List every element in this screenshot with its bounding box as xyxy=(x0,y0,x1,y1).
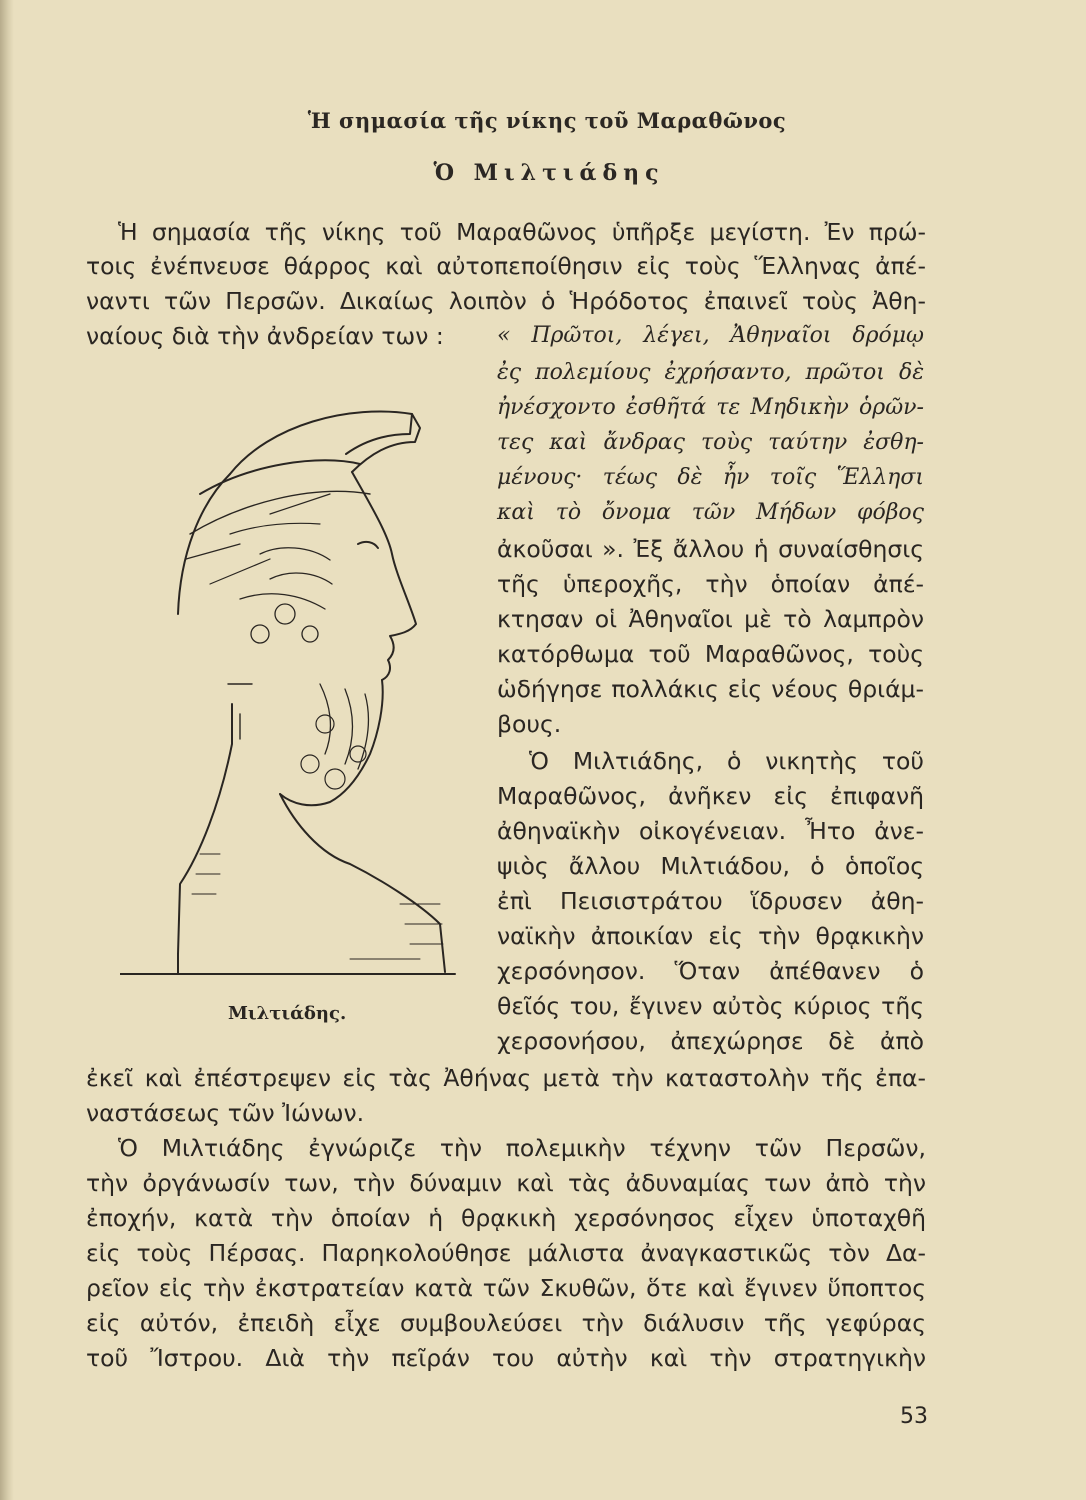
text-line: βους. xyxy=(497,710,562,738)
text-line: κατόρθωμα τοῦ Μαραθῶνος, τοὺς xyxy=(497,640,924,668)
quote-line: « Πρῶτοι, λέγει, Ἀθηναῖοι δρόμῳ xyxy=(497,323,924,348)
text-line: κτησαν οἱ Ἀθηναῖοι μὲ τὸ λαμπρὸν xyxy=(497,605,924,633)
text-line: θεῖός του, ἔγινεν αὐτὸς κύριος τῆς xyxy=(497,992,924,1020)
text-line: ὡδήγησε πολλάκις εἰς νέους θριάμ- xyxy=(497,675,924,703)
quote-line: ἐς πολεμίους ἐχρήσαντο, πρῶτοι δὲ xyxy=(497,360,924,385)
text-line: Ὁ Μιλτιάδης ἐγνώριζε τὴν πολεμικὴν τέχνην τῶν Περσῶν, xyxy=(118,1134,926,1162)
text-line: ρεῖον εἰς τὴν ἐκστρατείαν κατὰ τῶν Σκυθῶν, ὅτε καὶ ἔγινεν ὕποπτος xyxy=(86,1274,926,1302)
quote-line: καὶ τὸ ὄνομα τῶν Μήδων φόβος xyxy=(497,500,924,525)
text-line: Μαραθῶνος, ἀνῆκεν εἰς ἐπιφανῆ xyxy=(497,782,924,810)
page-edge xyxy=(0,0,14,1500)
text-line: τὴν ὀργάνωσίν των, τὴν δύναμιν καὶ τὰς ἀδυναμίας των ἀπὸ τὴν xyxy=(86,1169,926,1197)
section-title: Ὁ Μιλτιάδης xyxy=(433,160,665,186)
text-line: ἀκοῦσαι ». Ἐξ ἄλλου ἡ συναίσθησις xyxy=(497,535,924,563)
text-line: ναίους διὰ τὴν ἀνδρείαν των : xyxy=(86,322,444,350)
text-line: τοῦ Ἴστρου. Διὰ τὴν πεῖράν του αὐτὴν καὶ τὴν στρατηγικὴν xyxy=(86,1344,926,1372)
text-line: τοις ἐνέπνευσε θάρρος καὶ αὐτοπεποίθησιν εἰς τοὺς Ἕλληνας ἀπέ- xyxy=(86,252,926,280)
page-title: Ἡ σημασία τῆς νίκης τοῦ Μαραθῶνος xyxy=(307,108,787,133)
text-line: εἰς αὐτόν, ἐπειδὴ εἶχε συμβουλεύσει τὴν διάλυσιν τῆς γεφύρας xyxy=(86,1309,926,1337)
quote-line: μένους· τέως δὲ ἦν τοῖς Ἕλλησι xyxy=(497,465,924,490)
text-line: ναντι τῶν Περσῶν. Δικαίως λοιπὸν ὁ Ἡρόδοτος ἐπαινεῖ τοὺς Ἀθη- xyxy=(86,287,926,315)
text-line: ψιὸς ἄλλου Μιλτιάδου, ὁ ὁποῖος xyxy=(497,852,924,880)
text-line: χερσονήσου, ἀπεχώρησε δὲ ἀπὸ xyxy=(497,1027,924,1055)
text-line: ἐπὶ Πεισιστράτου ἵδρυσεν ἀθη- xyxy=(497,887,924,915)
text-line: Ὁ Μιλτιάδης, ὁ νικητὴς τοῦ xyxy=(529,747,924,775)
text-line: τῆς ὑπεροχῆς, τὴν ὁποίαν ἀπέ- xyxy=(497,570,924,598)
page-number: 53 xyxy=(900,1404,928,1429)
text-line: ἀθηναϊκὴν οἰκογένειαν. Ἦτο ἀνε- xyxy=(497,817,924,845)
quote-line: τες καὶ ἄνδρας τοὺς ταύτην ἐσθη- xyxy=(497,430,924,455)
text-line: Ἡ σημασία τῆς νίκης τοῦ Μαραθῶνος ὑπῆρξε μεγίστη. Ἐν πρώ- xyxy=(118,218,926,246)
quote-line: ἠνέσχοντο ἐσθῆτά τε Μηδικὴν ὁρῶν- xyxy=(497,395,924,420)
text-line: ἐποχήν, κατὰ τὴν ὁποίαν ἡ θρᾳκικὴ χερσόνησος εἶχεν ὑποταχθῆ xyxy=(86,1204,926,1232)
text-line: ναστάσεως τῶν Ἰώνων. xyxy=(86,1099,365,1127)
text-line: χερσόνησον. Ὅταν ἀπέθανεν ὁ xyxy=(497,957,924,985)
text-line: εἰς τοὺς Πέρσας. Παρηκολούθησε μάλιστα ἀναγκαστικῶς τὸν Δα- xyxy=(86,1239,926,1267)
figure-caption: Μιλτιάδης. xyxy=(228,1003,347,1024)
text-line: ναϊκὴν ἀποικίαν εἰς τὴν θρᾳκικὴν xyxy=(497,922,924,950)
text-line: ἐκεῖ καὶ ἐπέστρεψεν εἰς τὰς Ἀθήνας μετὰ τὴν καταστολὴν τῆς ἐπα- xyxy=(86,1064,926,1092)
miltiades-bust-illustration xyxy=(120,384,472,984)
